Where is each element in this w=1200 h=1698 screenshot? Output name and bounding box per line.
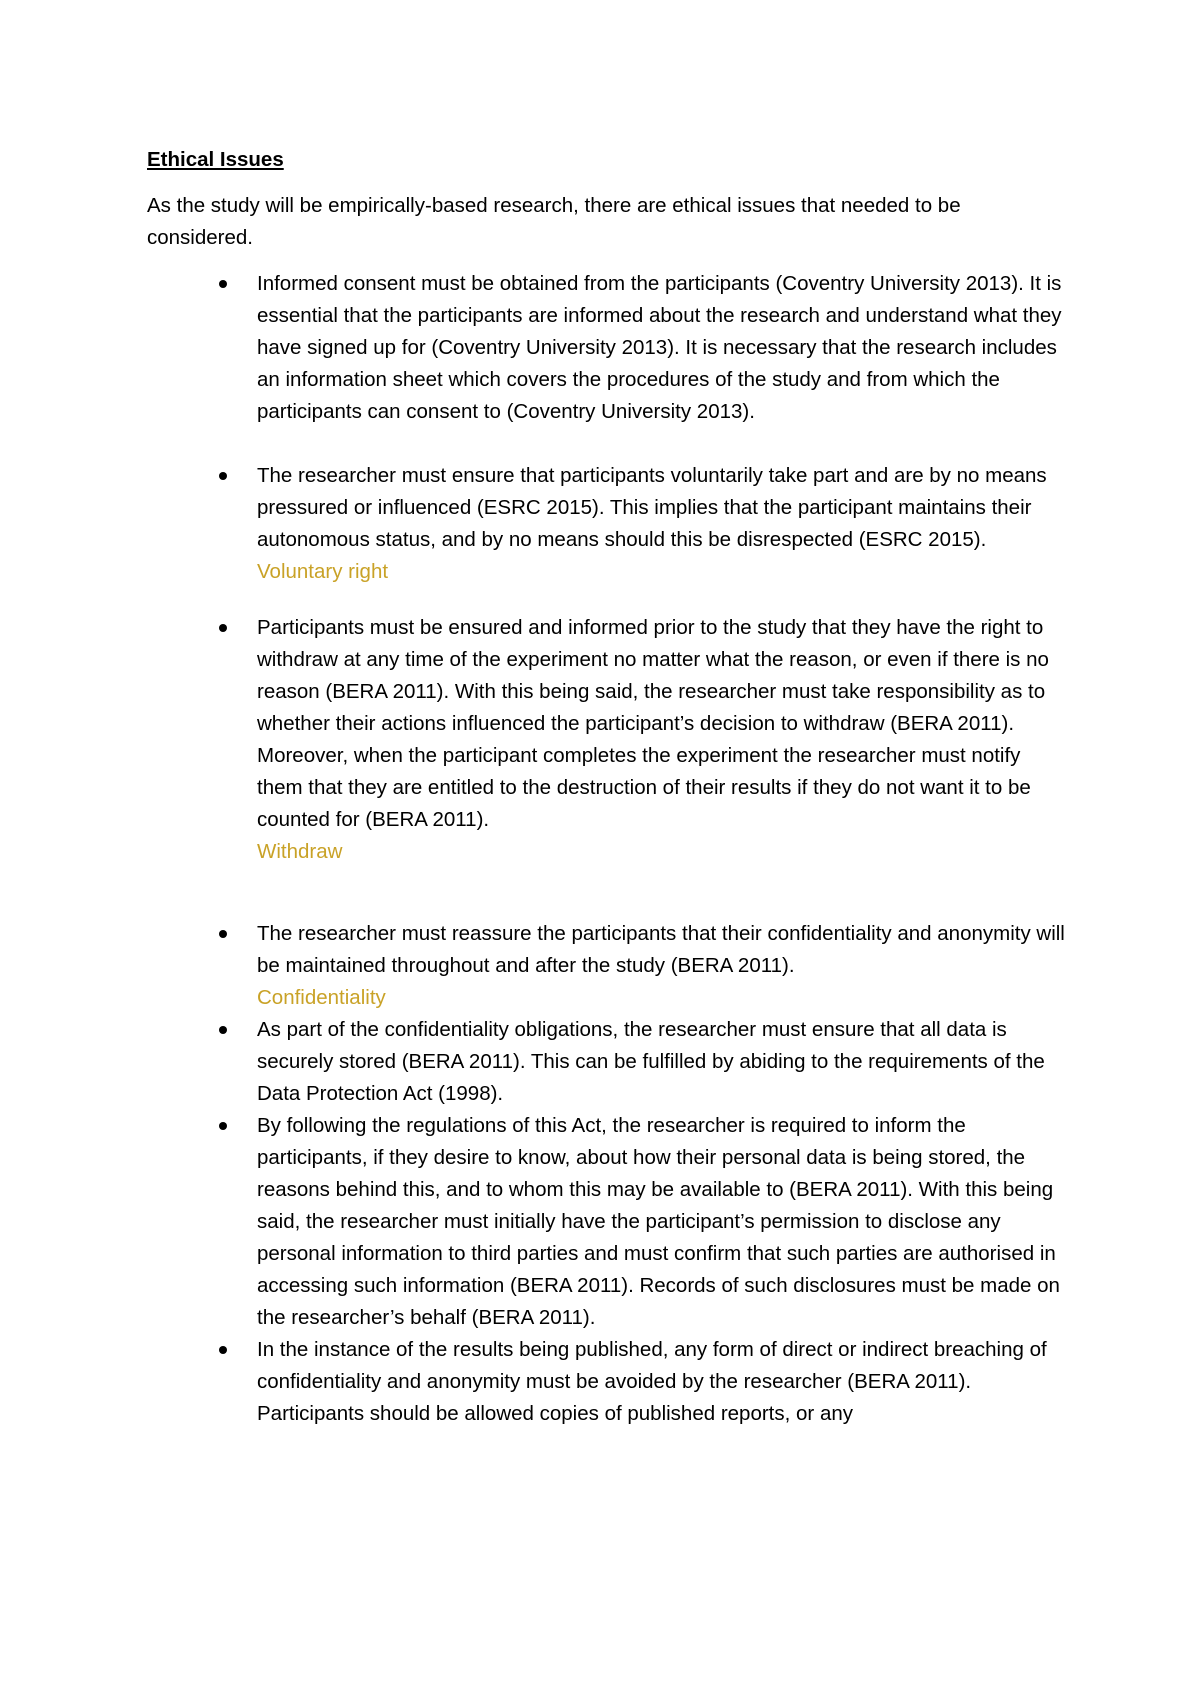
bullet-icon	[219, 930, 227, 938]
bullet-icon	[219, 624, 227, 632]
bullet-icon	[219, 472, 227, 480]
ethical-issues-list	[147, 268, 1067, 1430]
list-item-text: In the instance of the results being published, any form of direct or indirect breaching of confidentiality and anonymity must be avoided by the researcher (BERA 2011). Participants should be allowed copies of published reports, or any	[257, 1338, 1047, 1425]
list-item-text: The researcher must ensure that participants voluntarily take part and are by no means pressured or influenced (ESRC 2015). This implies that the participant maintains their autonomous status, and by no means should this be disrespected (ESRC 2015).	[257, 464, 1047, 551]
document-body	[147, 144, 1067, 1430]
topic-tag-withdraw: Withdraw	[257, 840, 343, 863]
bullet-icon	[219, 1346, 227, 1354]
section-heading: Ethical Issues	[147, 148, 284, 171]
list-item	[147, 268, 1067, 428]
list-item-text: Informed consent must be obtained from the participants (Coventry University 2013). It is essential that the participants are informed about the research and understand what they have signed up for (Coventry University 2013). It is necessary that the research includes an information sheet which covers the procedures of the study and from which the participants can consent to (Coventry University 2013).	[257, 272, 1062, 423]
list-item	[147, 1110, 1067, 1334]
list-item-text: By following the regulations of this Act, the researcher is required to inform the participants, if they desire to know, about how their personal data is being stored, the reasons behind this, and to whom this may be available to (BERA 2011). With this being said, the researcher must initially have the participant’s permission to disclose any personal information to third parties and must confirm that such parties are authorised in accessing such information (BERA 2011). Records of such disclosures must be made on the researcher’s behalf (BERA 2011).	[257, 1114, 1060, 1329]
list-item	[147, 460, 1067, 588]
bullet-icon	[219, 280, 227, 288]
intro-paragraph: As the study will be empirically-based research, there are ethical issues that needed to be considered.	[147, 194, 961, 249]
list-item-text: As part of the confidentiality obligations, the researcher must ensure that all data is securely stored (BERA 2011). This can be fulfilled by abiding to the requirements of the Data Protection Act (1998).	[257, 1018, 1045, 1105]
bullet-icon	[219, 1122, 227, 1130]
topic-tag-confidentiality: Confidentiality	[257, 986, 386, 1009]
topic-tag-voluntary-right: Voluntary right	[257, 560, 389, 583]
list-item-text: Participants must be ensured and informed prior to the study that they have the right to withdraw at any time of the experiment no matter what the reason, or even if there is no reason (BERA 2011). With this being said, the researcher must take responsibility as to whether their actions influenced the participant’s decision to withdraw (BERA 2011). Moreover, when the participant completes the experiment the researcher must notify them that they are entitled to the destruction of their results if they do not want it to be counted for (BERA 2011).	[257, 616, 1049, 831]
list-item	[147, 1014, 1067, 1110]
list-item	[147, 612, 1067, 868]
bullet-icon	[219, 1026, 227, 1034]
list-item	[147, 1334, 1067, 1430]
list-item	[147, 918, 1067, 1014]
list-item-text: The researcher must reassure the participants that their confidentiality and anonymity will be maintained throughout and after the study (BERA 2011).	[257, 922, 1065, 977]
